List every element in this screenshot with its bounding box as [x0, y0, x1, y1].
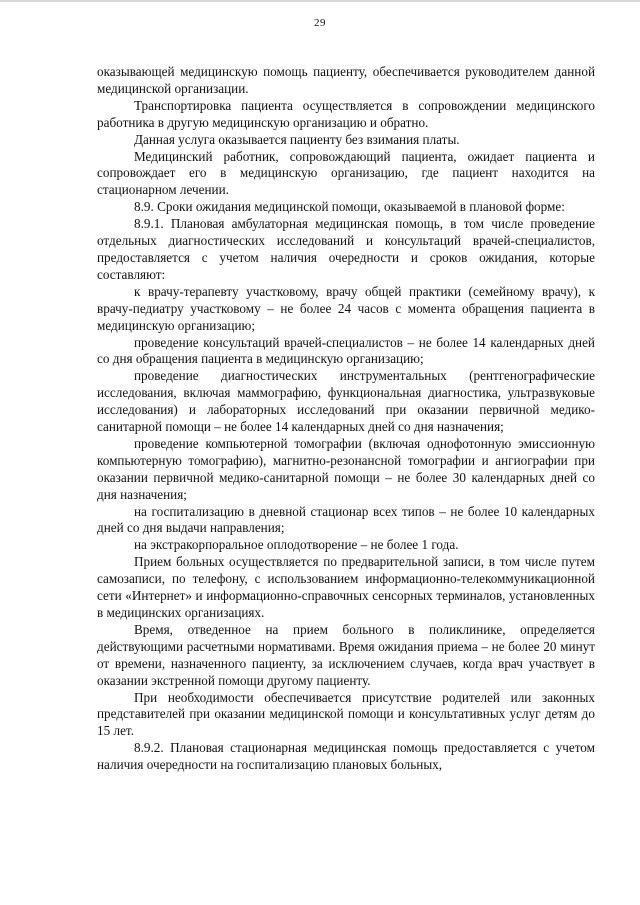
list-item: проведение консультаций врачей-специалистов – не более 14 календарных дней со дня обращения пациента в медицинскую организацию; — [97, 334, 595, 367]
document-body — [97, 64, 595, 774]
paragraph: Прием больных осуществляется по предварительной записи, в том числе путем самозаписи, по телефону, с использованием информационно-телекоммуникационной сети «Интернет» и информационно-справочных сенсорных терминалов, установленных в медицинских организациях. — [97, 554, 595, 620]
list-item: на госпитализацию в дневной стационар всех типов – не более 10 календарных дней со дня выдачи направления; — [97, 503, 595, 536]
paragraph: оказывающей медицинскую помощь пациенту, обеспечивается руководителем данной медицинской организации. — [97, 64, 595, 96]
list-item: на экстракорпоральное оплодотворение – не более 1 года. — [134, 537, 459, 553]
paragraph: Транспортировка пациента осуществляется в сопровождении медицинского работника в другую медицинскую организацию и обратно. — [97, 97, 595, 130]
paragraph: Время, отведенное на прием больного в поликлинике, определяется действующими расчетными нормативами. Время ожидания приема – не более 20 минут от времени, назначенного пациенту, за исключением случаев, когда врач участвует в оказании экстренной помощи другому пациенту. — [97, 621, 595, 688]
list-item: к врачу-терапевту участковому, врачу общей практики (семейному врачу), к врачу-педиатру участковому – не более 24 часов с момента обращения пациента в медицинскую организацию; — [97, 283, 595, 333]
paragraph: Данная услуга оказывается пациенту без взимания платы. — [134, 131, 460, 147]
page-number: 29 — [314, 17, 326, 29]
list-item: проведение компьютерной томографии (включая однофотонную эмиссионную компьютерную томографию), магнитно-резонансной томографии и ангиографии при оказании первичной медико-санитарной помощи – не более 30 календарных дней со дня назначения; — [97, 435, 595, 502]
scan-edge — [0, 0, 640, 2]
subsection-heading: 8.9.2. Плановая стационарная медицинская помощь предоставляется с учетом наличия очередности на госпитализацию плановых больных, — [97, 740, 595, 773]
section-heading: 8.9. Сроки ожидания медицинской помощи, оказываемой в плановой форме: — [134, 199, 565, 215]
paragraph: При необходимости обеспечивается присутствие родителей или законных представителей при оказании медицинской помощи и консультативных услуг детям до 15 лет. — [97, 689, 595, 739]
paragraph: Медицинский работник, сопровождающий пациента, ожидает пациента и сопровождает его в медицинскую организацию, где пациент находится на стационарном лечении. — [97, 148, 595, 198]
subsection-heading: 8.9.1. Плановая амбулаторная медицинская помощь, в том числе проведение отдельных диагностических исследований и консультаций врачей-специалистов, предоставляется с учетом наличия очередности и сроков ожидания, которые составляют: — [97, 216, 595, 282]
list-item: проведение диагностических инструментальных (рентгенографические исследования, включая маммографию, функциональная диагностика, ультразвуковые исследования) и лабораторных исследований при оказании первичной медико-санитарной помощи – не более 14 календарных дней со дня назначения; — [97, 368, 595, 435]
